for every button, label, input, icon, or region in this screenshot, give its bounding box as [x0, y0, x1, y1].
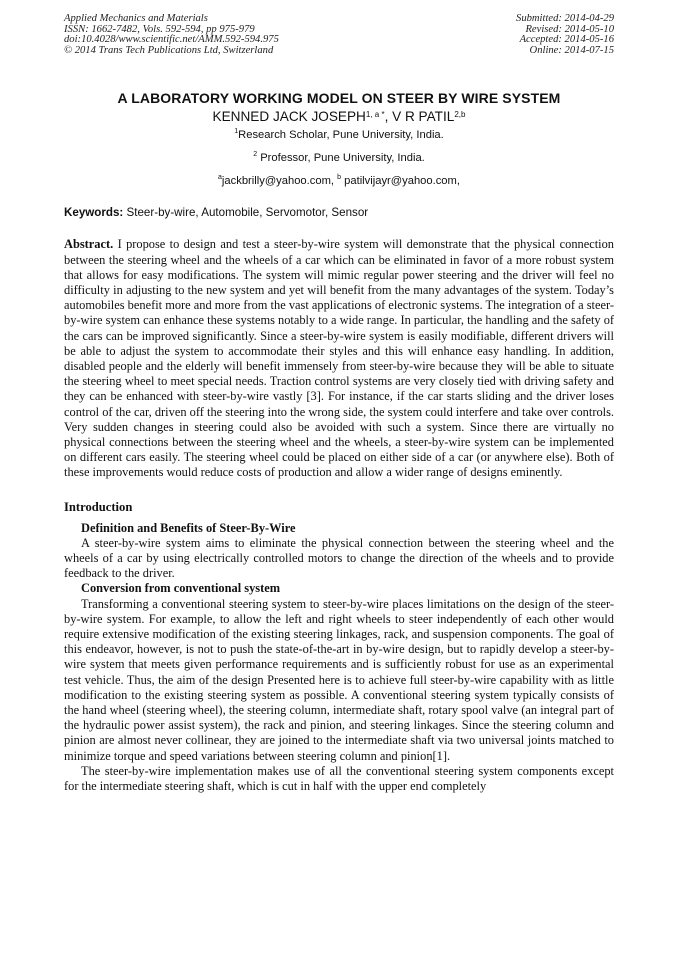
author-2: V R PATIL [392, 109, 455, 125]
affiliation-1 [64, 129, 614, 141]
affiliation-2-marker: 2 [253, 151, 258, 159]
submission-dates [516, 14, 614, 56]
keywords-label: Keywords: [64, 206, 124, 220]
abstract [64, 237, 614, 480]
abstract-text: I propose to design and test a steer-by-wire system will demonstrate that the physical connection between the steering wheel and the wheels of a car which can be eliminated in favor of a more robust system that allows for easy modifications. The system will mimic regular power steering and the driver will feel no difficulty in adjusting to the new system and yet will benefit from the many advantages of the system. Today’s automobiles benefit more and more from the vast applications of electronic systems. The integration of a steer-by-wire system can enhance these systems notably to a wide range. In particular, the handling and the safety of the cars can be improved significantly. Since a steer-by-wire system is easily modifiable, different drivers will be able to adjust the system to accommodate their styles and this will enhance easy handling. In addition, disabled people and the elderly will benefit immensely from steer-by-wire because they will be able to situate the steering wheel to meet special needs. Traction control systems are very closely tied with driving safety and they can be enhanced with steer-by-wire vastly [3]. For instance, if the car starts sliding and the driver loses control of the car, driven off the steering into the wrong side, the system could interfere and take over controls. Very sudden changes in steering could also be avoided with such a system. Since there are virtually no physical connections between the steering wheel and the wheels, a steer-by-wire system can be implemented on different cars easily. The steering wheel could be placed on either side of a car (or anywhere else). Both of these improvements would reduce costs of production and allow a wider range of designs eminently. [64, 237, 615, 480]
submitted-date: Submitted: 2014-04-29 [516, 13, 614, 24]
email-b-marker: b [337, 174, 342, 182]
affiliation-1-marker: 1 [234, 128, 239, 136]
affiliation-2-text: Professor, Pune University, India. [257, 152, 425, 165]
accepted-date: Accepted: 2014-05-16 [519, 34, 614, 46]
author-separator: , [384, 109, 393, 125]
affiliation-2 [64, 152, 614, 164]
online-date: Online: 2014-07-15 [529, 44, 614, 56]
journal-info [64, 14, 279, 56]
journal-name: Applied Mechanics and Materials [64, 13, 208, 24]
definition-subheading: Definition and Benefits of Steer-By-Wire [81, 520, 296, 535]
keywords [64, 206, 614, 220]
author-1: KENNED JACK JOSEPH [212, 109, 366, 125]
journal-doi: doi:10.4028/www.scientific.net/AMM.592-594.975 [64, 34, 279, 46]
email-b: patilvijayr@yahoo.com, [341, 175, 460, 188]
journal-issn: ISSN: 1662-7482, Vols. 592-594, pp 975-979 [64, 23, 255, 35]
email-a: jackbrilly@yahoo.com, [221, 175, 338, 188]
implementation-paragraph: The steer-by-wire implementation makes use of all the conventional steering system components except for the intermediate steering shaft, which is cut in half with the upper end completely [64, 763, 614, 794]
author-line [64, 108, 614, 126]
keywords-text: Steer-by-wire, Automobile, Servomotor, Sensor [123, 206, 369, 220]
revised-date: Revised: 2014-05-10 [525, 23, 614, 35]
author-2-marker: 2,b [454, 110, 466, 120]
conversion-subheading: Conversion from conventional system [81, 581, 281, 596]
abstract-label: Abstract. [64, 237, 114, 252]
definition-paragraph: A steer-by-wire system aims to eliminate the physical connection between the steering wheel and the wheels of a car by using electrically controlled motors to change the direction of the wheels and to provide feedback to the driver. [64, 535, 614, 581]
journal-copyright: © 2014 Trans Tech Publications Ltd, Switzerland [64, 44, 274, 56]
conversion-paragraph: Transforming a conventional steering system to steer-by-wire places limitations on the design of the steer-by-wire system. For example, to allow the left and right wheels to steer independently of each other would require extensive modification of the existing steering linkages, rack, and suspension components. The goal of this endeavor, however, is not to push the state-of-the-art in by-wire design, but to rapidly develop a steer-by-wire system that meets given performance requirements and is sufficiently robust for use as an experimental test vehicle. Thus, the aim of the design Presented here is to achieve full steer-by-wire capability with as little modification to the existing steering system as possible. A conventional steering system typically consists of the hand wheel (steering wheel), the steering column, intermediate shaft, rotary spool valve (an integral part of the hydraulic power assist system), the rack and pinion, and steering linkages. Since the steering column and pinion are almost never collinear, they are joined to the intermediate shaft via two universal joints matched to minimize torque and speed variations between steering column and pinion[1]. [64, 596, 614, 763]
author-emails [64, 175, 614, 187]
journal-header [64, 14, 614, 56]
paper-title: A LABORATORY WORKING MODEL ON STEER BY WIRE SYSTEM [117, 90, 561, 107]
author-1-marker: 1, a * [365, 110, 385, 120]
introduction-heading: Introduction [64, 499, 133, 514]
email-a-marker: a [218, 174, 222, 182]
affiliation-1-text: Research Scholar, Pune University, India. [238, 129, 444, 142]
